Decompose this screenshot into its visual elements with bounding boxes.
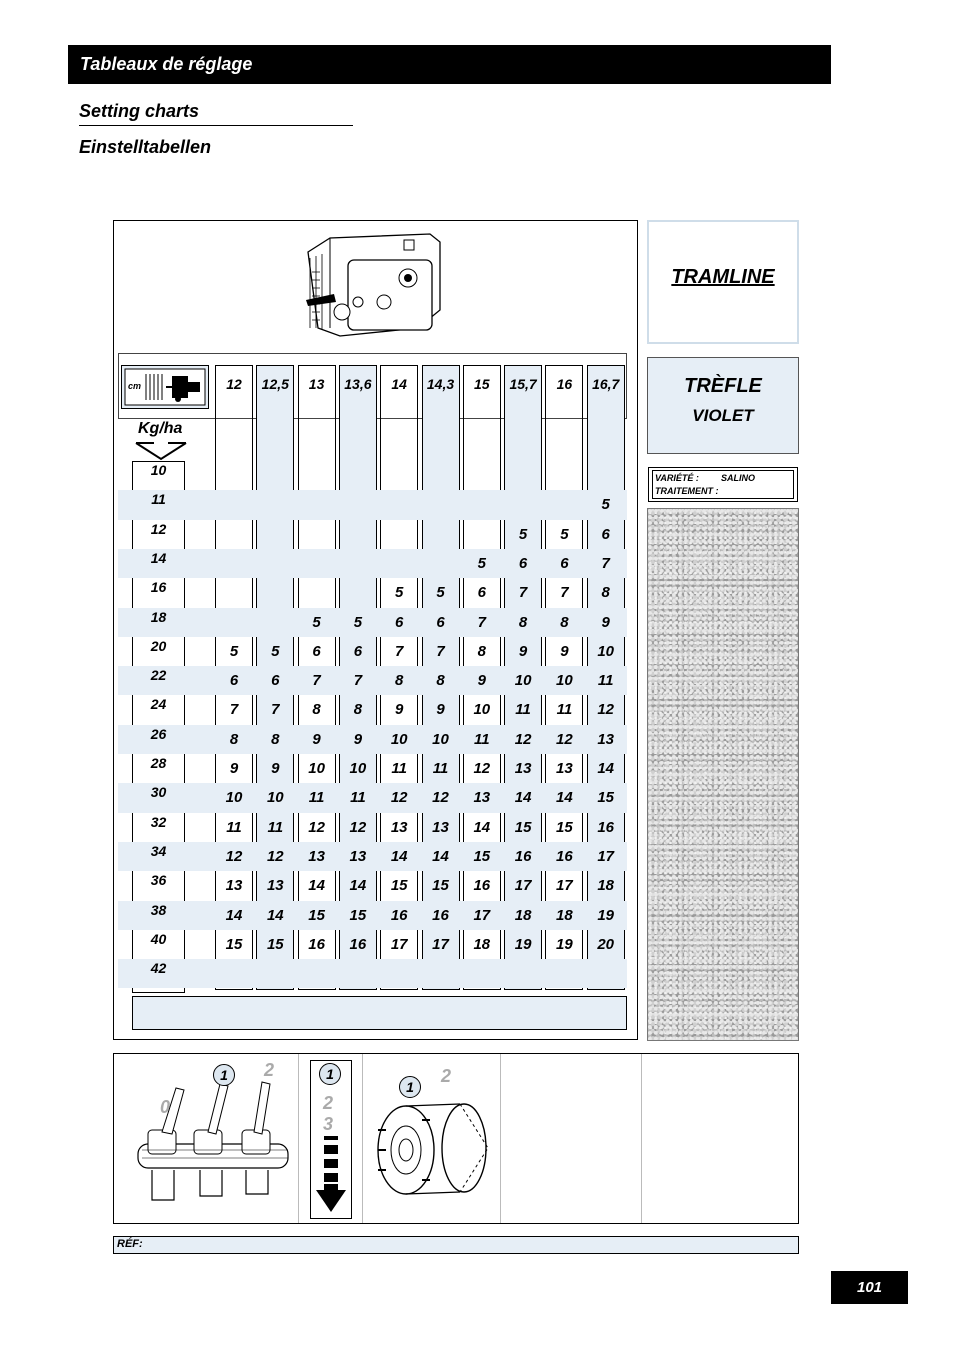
table-cell: 17 [390,935,408,953]
table-cell: 5 [436,584,445,602]
table-cell: 12 [597,701,615,719]
kg-row-label: 26 [150,725,167,742]
kg-row-label: 18 [150,608,167,625]
table-cell: 6 [353,642,363,660]
column-header: 15,7 [509,376,537,392]
table-cell: 14 [225,906,243,924]
table-cell: 5 [353,613,363,631]
table-cell: 11 [474,730,490,748]
table-cell: 6 [312,642,321,660]
gear-position-3: 3 [323,1114,334,1134]
table-cell: 9 [395,701,404,719]
wheel-position-2: 2 [441,1066,452,1086]
table-cell: 5 [601,496,610,514]
table-cell: 8 [436,672,445,690]
table-cell: 10 [556,672,573,690]
kg-row-label: 10 [150,462,167,478]
table-cell: 5 [477,554,486,572]
table-cell: 7 [477,613,486,631]
table-cell: 7 [601,554,610,572]
table-cell: 17 [432,935,449,953]
table-cell: 13 [597,730,615,748]
column-header: 13 [308,376,325,392]
column-header: 14,3 [426,376,455,392]
table-cell: 13 [514,760,532,777]
variety-label: VARIÉTÉ : [655,473,699,483]
table-cell: 12 [473,760,491,777]
lever-position-2: 2 [264,1060,275,1080]
table-cell: 7 [518,584,528,602]
table-cell: 14 [514,789,532,807]
kg-row-label: 36 [150,872,167,889]
row-shading [118,490,627,519]
table-cell: 15 [225,935,243,953]
table-cell: 11 [267,818,284,836]
column-header: 12,5 [261,376,289,392]
table-cell: 9 [271,760,280,777]
table-cell: 6 [436,613,445,631]
table-cell: 13 [308,847,325,865]
table-cell: 10 [225,789,243,807]
lever-position-0: 0 [160,1097,171,1117]
table-cell: 8 [518,613,528,631]
table-cell: 13 [225,877,243,895]
table-cell: 9 [312,730,321,748]
table-cell: 18 [514,906,532,924]
table-cell: 16 [308,935,325,953]
table-cell: 12 [390,789,408,807]
kg-row-label: 16 [150,579,167,596]
table-cell: 7 [395,642,404,660]
table-cell: 20 [597,935,615,953]
lever-position-1: 1 [213,1064,235,1086]
table-cell: 5 [560,525,569,543]
table-cell: 12 [349,818,367,836]
table-cell: 14 [308,877,325,895]
column-header: 16,7 [592,376,620,392]
table-cell: 5 [518,525,528,543]
table-cell: 12 [308,818,325,836]
table-cell: 8 [477,642,486,660]
table-cell: 9 [477,672,486,690]
page-number: 101 [831,1271,908,1304]
table-cell: 9 [518,642,528,660]
table-cell: 17 [473,906,491,924]
table-cell: 8 [601,584,610,602]
table-cell: 7 [436,642,445,660]
table-cell: 13 [390,818,408,836]
table-cell: 13 [432,818,449,836]
gear-down-arrow-icon [314,1136,348,1216]
table-cell: 6 [518,554,528,572]
row-shading [118,959,627,988]
gear-position-2: 2 [323,1093,334,1113]
table-cell: 7 [229,701,239,719]
table-cell: 13 [556,760,573,777]
strip-divider [362,1054,363,1223]
table-cell: 16 [514,847,532,865]
table-cell: 14 [266,906,284,924]
table-cell: 15 [308,906,325,924]
metering-lever-illustration-icon [128,1080,293,1220]
column-header: 15 [474,376,490,392]
table-cell: 10 [514,672,532,690]
table-cell: 12 [556,730,573,748]
variety-inner-box [652,470,794,499]
table-cell: 9 [436,701,445,719]
table-cell: 18 [473,935,491,953]
table-cell: 9 [353,730,363,748]
table-cell: 5 [229,642,239,660]
table-cell: 6 [229,672,239,690]
kg-row-label: 12 [150,520,167,537]
table-cell: 10 [349,760,367,777]
table-cell: 5 [271,642,280,660]
table-cell: 15 [556,818,573,836]
kg-row-label: 40 [150,930,167,947]
table-cell: 6 [560,554,569,572]
table-cell: 15 [432,877,449,895]
table-cell: 16 [432,906,449,924]
table-cell: 13 [473,789,491,807]
table-cell: 12 [266,847,284,865]
table-cell: 14 [556,789,573,807]
page-header: Tableaux de réglage [68,45,831,84]
icon-cm-label: cm [128,381,142,391]
table-cell: 10 [390,730,408,748]
table-cell: 17 [514,877,532,895]
table-cell: 7 [353,672,363,690]
table-cell: 9 [560,642,569,660]
table-cell: 10 [266,789,284,807]
subtitle-english: Setting charts [79,101,200,121]
kg-row-label: 38 [150,901,167,918]
table-cell: 11 [515,701,531,719]
table-cell: 13 [266,877,284,895]
kg-row-label: 32 [150,813,167,830]
table-cell: 17 [556,877,573,895]
seed-photo [647,508,799,1041]
table-cell: 9 [601,613,610,631]
table-cell: 5 [395,584,404,602]
table-cell: 11 [391,760,407,777]
kg-row-label: 11 [151,491,166,508]
table-cell: 11 [350,789,366,807]
table-cell: 15 [597,789,615,807]
table-cell: 8 [395,672,404,690]
table-cell: 13 [349,847,367,865]
table-cell: 15 [390,877,408,895]
table-cell: 15 [514,818,532,836]
subtitle-underline [79,125,353,126]
table-cell: 16 [473,877,491,895]
table-cell: 8 [312,701,321,719]
kg-row-label: 22 [150,667,167,684]
table-cell: 11 [308,789,325,807]
reference-bar [113,1236,799,1254]
table-cell: 14 [597,760,615,777]
crop-name-line1: TRÈFLE [684,375,762,397]
table-cell: 6 [271,672,280,690]
strip-divider [500,1054,501,1223]
table-cell: 18 [597,877,615,895]
table-cell: 5 [312,613,321,631]
table-cell: 12 [225,847,243,865]
table-cell: 9 [229,760,239,777]
table-cell: 18 [556,906,573,924]
variety-value: SALINO [721,473,756,483]
column-header: 12 [226,376,242,392]
table-cell: 7 [560,584,569,602]
table-cell: 16 [597,818,615,836]
table-cell: 19 [597,906,615,924]
table-cell: 14 [432,847,449,865]
arrow-down-icon [134,439,188,461]
table-cell: 11 [432,760,449,777]
column-header: 13,6 [344,376,372,392]
table-cell: 11 [597,672,614,690]
wheel-position-1: 1 [399,1076,421,1098]
kg-row-label: 20 [150,637,167,654]
treatment-label: TRAITEMENT : [655,486,719,496]
table-cell: 6 [477,584,486,602]
table-cell: 16 [390,906,408,924]
reference-label: RÉF: [117,1238,143,1250]
table-cell: 10 [308,760,325,777]
seed-box-illustration-icon [300,232,450,344]
table-cell: 15 [349,906,367,924]
gear-position-1: 1 [319,1063,341,1085]
table-cell: 14 [390,847,408,865]
column-header: 16 [556,376,573,392]
table-cell: 8 [560,613,569,631]
table-cell: 19 [514,935,532,953]
kg-row-label: 24 [150,696,167,713]
chart-bottom-band [132,996,627,1030]
table-cell: 10 [597,642,615,660]
table-cell: 16 [349,935,367,953]
table-cell: 14 [349,877,367,895]
table-cell: 12 [514,730,532,748]
kg-row-label: 42 [150,960,167,977]
table-cell: 7 [312,672,321,690]
table-cell: 8 [271,730,280,748]
column-header: 14 [391,376,407,392]
table-cell: 11 [226,818,242,836]
table-cell: 8 [229,730,239,748]
table-cell: 17 [597,847,615,865]
table-cell: 8 [353,701,363,719]
table-cell: 11 [556,701,573,719]
table-cell: 6 [395,613,404,631]
table-cell: 16 [556,847,573,865]
kg-row-label: 28 [150,755,167,771]
tramline-label: TRAMLINE [671,266,775,288]
table-cell: 15 [266,935,284,953]
kg-row-label: 30 [150,784,167,801]
table-cell: 12 [432,789,449,807]
table-cell: 15 [473,847,491,865]
kg-row-label: 14 [150,549,167,566]
table-cell: 14 [473,818,491,836]
seeder-icon-box [121,365,209,409]
drive-wheel-illustration-icon [372,1090,496,1200]
strip-divider [641,1054,642,1223]
crop-name-line2: VIOLET [692,406,754,425]
strip-divider [298,1054,299,1223]
table-cell: 7 [271,701,280,719]
table-cell: 10 [473,701,491,719]
table-cell: 6 [601,525,610,543]
subtitle-german: Einstelltabellen [79,137,212,157]
kg-per-ha-label: Kg/ha [138,420,183,437]
kg-row-label: 34 [150,842,167,859]
table-cell: 10 [432,730,449,748]
table-cell: 19 [556,935,573,953]
